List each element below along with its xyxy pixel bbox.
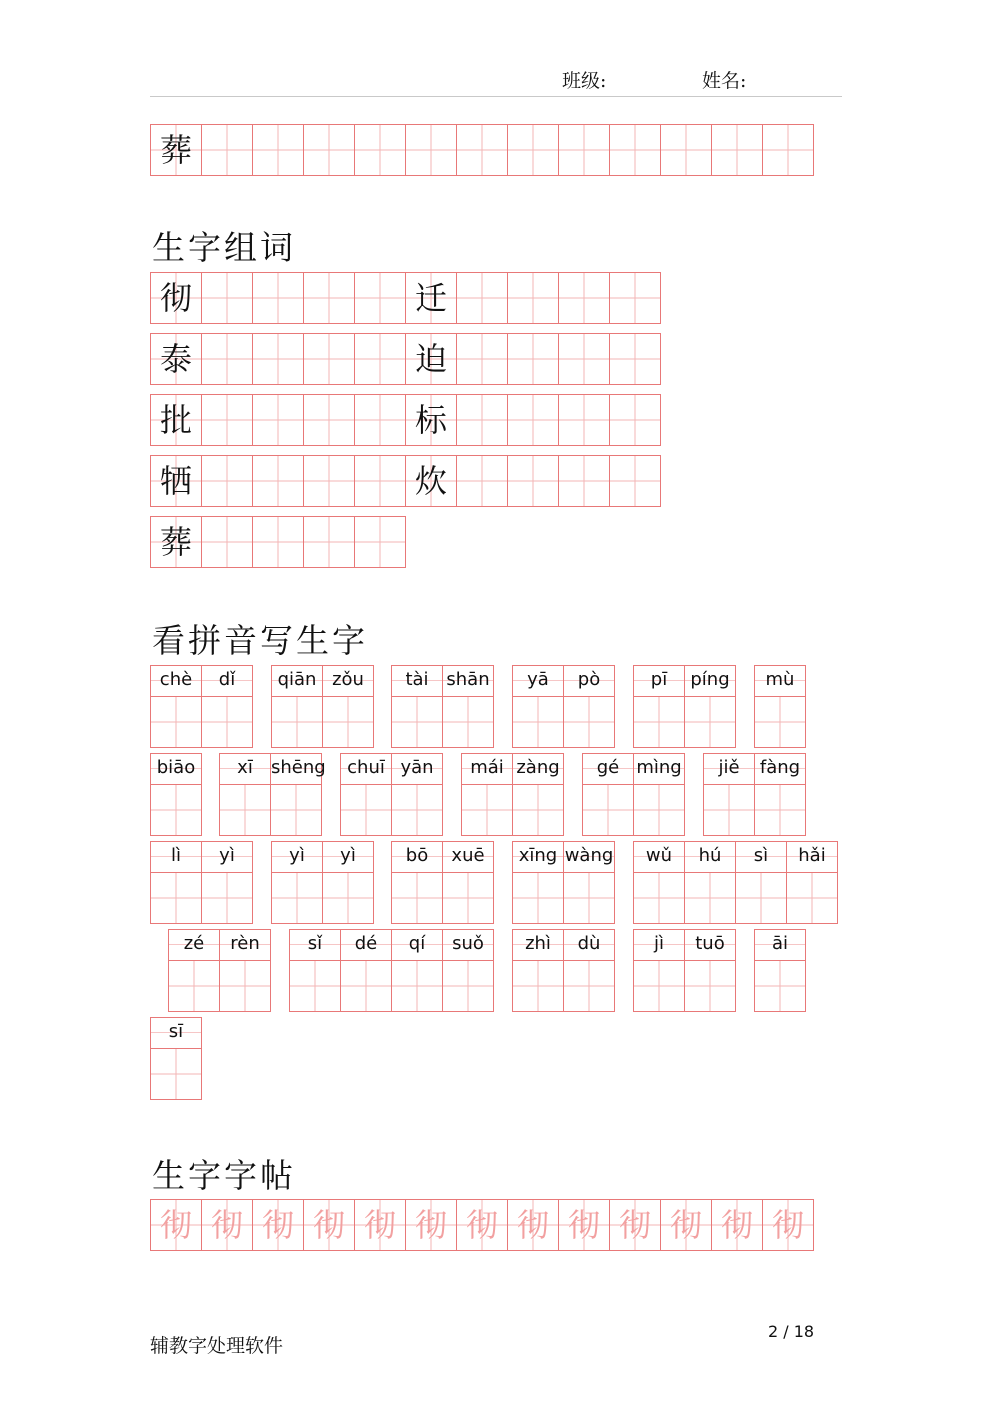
pinyin-label: wǔ	[633, 841, 685, 873]
word-cell	[405, 333, 457, 385]
word-cell	[354, 272, 406, 324]
pinyin-group	[289, 929, 391, 1012]
practice-cell	[150, 124, 202, 176]
section-title-copybook: 生字字帖	[152, 1156, 296, 1195]
practice-cell	[405, 124, 457, 176]
word-cell	[456, 455, 508, 507]
trace-char: 彻	[414, 1206, 447, 1244]
pinyin-group	[340, 753, 442, 836]
copybook-row	[150, 1199, 813, 1251]
word-cell	[252, 333, 304, 385]
word-cell	[354, 333, 406, 385]
practice-cell	[609, 124, 661, 176]
write-box[interactable]	[391, 784, 443, 836]
pinyin-label: shān	[442, 665, 494, 697]
pinyin-label: tuō	[684, 929, 736, 961]
pinyin-label: yān	[391, 753, 443, 785]
write-box[interactable]	[219, 784, 271, 836]
write-box[interactable]	[391, 872, 443, 924]
name-label: 姓名:	[702, 70, 747, 92]
pinyin-label: pò	[563, 665, 615, 697]
write-box[interactable]	[684, 696, 736, 748]
pinyin-label: rèn	[219, 929, 271, 961]
pinyin-label: mìng	[633, 753, 685, 785]
word-cell	[354, 455, 406, 507]
pinyin-group	[512, 841, 614, 924]
word-cell	[507, 394, 559, 446]
pinyin-group	[582, 753, 684, 836]
word-cell	[507, 272, 559, 324]
write-box[interactable]	[563, 872, 615, 924]
word-cell	[150, 394, 202, 446]
software-name: 辅教字处理软件	[150, 1335, 284, 1357]
pinyin-label: xuē	[442, 841, 494, 873]
trace-char: 彻	[261, 1206, 294, 1244]
word-row	[150, 394, 660, 446]
pinyin-group	[150, 1017, 201, 1100]
word-cell	[609, 394, 661, 446]
word-cell	[456, 272, 508, 324]
trace-char: 彻	[159, 1206, 192, 1244]
word-cell	[303, 455, 355, 507]
word-cell	[405, 272, 457, 324]
pinyin-group	[219, 753, 326, 836]
pinyin-label: lì	[150, 841, 202, 873]
copybook-cell	[303, 1199, 355, 1251]
word-cell	[252, 455, 304, 507]
word-cell	[405, 394, 457, 446]
pinyin-label: zàng	[512, 753, 564, 785]
section-title-pinyin: 看拼音写生字	[152, 621, 368, 660]
pinyin-group	[391, 841, 493, 924]
trace-char: 彻	[618, 1206, 651, 1244]
practice-cell	[660, 124, 712, 176]
word-cell	[303, 333, 355, 385]
word-char: 牺	[159, 462, 192, 500]
copybook-cell	[507, 1199, 559, 1251]
pinyin-group	[754, 665, 805, 748]
pinyin-label: jì	[633, 929, 685, 961]
write-box[interactable]	[754, 784, 806, 836]
word-cell	[609, 333, 661, 385]
pinyin-label: yā	[512, 665, 564, 697]
pinyin-group	[168, 929, 270, 1012]
top-practice-row	[150, 124, 813, 176]
word-cell	[558, 272, 610, 324]
word-cell	[609, 455, 661, 507]
practice-cell	[762, 124, 814, 176]
word-cell	[252, 516, 304, 568]
word-cell	[201, 516, 253, 568]
pinyin-group	[703, 753, 805, 836]
pinyin-group	[391, 665, 493, 748]
write-box[interactable]	[703, 784, 755, 836]
pinyin-group	[150, 665, 252, 748]
write-box[interactable]	[391, 696, 443, 748]
write-box[interactable]	[150, 1048, 202, 1100]
word-char: 彻	[159, 279, 192, 317]
word-cell	[558, 333, 610, 385]
word-char: 炊	[414, 462, 447, 500]
word-cell	[507, 333, 559, 385]
pinyin-label: hú	[684, 841, 736, 873]
word-cell	[252, 394, 304, 446]
write-box[interactable]	[563, 696, 615, 748]
trace-char: 彻	[567, 1206, 600, 1244]
word-cell	[303, 272, 355, 324]
word-cell	[507, 455, 559, 507]
pinyin-label: dǐ	[201, 665, 253, 697]
practice-cell	[456, 124, 508, 176]
write-box[interactable]	[322, 872, 374, 924]
practice-cell	[507, 124, 559, 176]
write-box[interactable]	[786, 872, 838, 924]
write-box[interactable]	[633, 784, 685, 836]
section-title-words: 生字组词	[152, 228, 296, 267]
pinyin-label: dù	[563, 929, 615, 961]
write-box[interactable]	[512, 696, 564, 748]
copybook-cell	[150, 1199, 202, 1251]
copybook-cell	[558, 1199, 610, 1251]
write-box[interactable]	[271, 696, 323, 748]
pinyin-label: hǎi	[786, 841, 838, 873]
write-box[interactable]	[684, 872, 736, 924]
word-cell	[150, 272, 202, 324]
pinyin-group	[633, 841, 837, 924]
pinyin-label: xīng	[512, 841, 564, 873]
copybook-cell	[456, 1199, 508, 1251]
pinyin-label: yì	[201, 841, 253, 873]
copybook-cell	[252, 1199, 304, 1251]
word-row	[150, 516, 405, 568]
pinyin-label: xī	[219, 753, 271, 785]
write-box[interactable]	[322, 696, 374, 748]
trace-char: 彻	[465, 1206, 498, 1244]
word-row	[150, 333, 660, 385]
pinyin-label: yì	[271, 841, 323, 873]
page-number: 2 / 18	[768, 1322, 815, 1341]
word-cell	[150, 455, 202, 507]
practice-cell	[303, 124, 355, 176]
word-cell	[150, 516, 202, 568]
pinyin-group	[512, 665, 614, 748]
pinyin-label: jiě	[703, 753, 755, 785]
copybook-cell	[201, 1199, 253, 1251]
word-cell	[354, 394, 406, 446]
pinyin-group	[512, 929, 614, 1012]
pinyin-group	[633, 929, 735, 1012]
write-box[interactable]	[633, 960, 685, 1012]
word-char: 葬	[159, 523, 192, 561]
write-box[interactable]	[684, 960, 736, 1012]
pinyin-label: āi	[754, 929, 806, 961]
word-cell	[456, 394, 508, 446]
write-box[interactable]	[442, 872, 494, 924]
pinyin-label: suǒ	[442, 929, 494, 961]
pinyin-label: biāo	[150, 753, 202, 785]
word-cell	[150, 333, 202, 385]
word-char: 批	[159, 401, 192, 439]
word-char: 迁	[414, 279, 447, 317]
word-cell	[201, 272, 253, 324]
word-cell	[303, 394, 355, 446]
trace-char: 彻	[312, 1206, 345, 1244]
write-box[interactable]	[150, 784, 202, 836]
practice-cell	[201, 124, 253, 176]
trace-char: 彻	[720, 1206, 753, 1244]
pinyin-label: qiān	[271, 665, 323, 697]
write-box[interactable]	[754, 696, 806, 748]
write-box[interactable]	[201, 872, 253, 924]
practice-cell	[558, 124, 610, 176]
pinyin-group	[150, 753, 201, 836]
trace-char: 彻	[210, 1206, 243, 1244]
word-cell	[201, 333, 253, 385]
copybook-cell	[609, 1199, 661, 1251]
pinyin-label: zǒu	[322, 665, 374, 697]
copybook-cell	[660, 1199, 712, 1251]
write-box[interactable]	[442, 696, 494, 748]
pinyin-label: dé	[340, 929, 392, 961]
write-box[interactable]	[289, 960, 341, 1012]
pinyin-group	[391, 929, 493, 1012]
pinyin-group	[633, 665, 735, 748]
write-box[interactable]	[735, 872, 787, 924]
pinyin-label: fàng	[754, 753, 806, 785]
pinyin-label: mái	[461, 753, 513, 785]
trace-char: 彻	[363, 1206, 396, 1244]
write-box[interactable]	[461, 784, 513, 836]
word-cell	[201, 455, 253, 507]
pinyin-label: wàng	[563, 841, 615, 873]
write-box[interactable]	[512, 960, 564, 1012]
word-cell	[609, 272, 661, 324]
write-box[interactable]	[270, 784, 322, 836]
write-box[interactable]	[271, 872, 323, 924]
write-box[interactable]	[340, 784, 392, 836]
pinyin-group	[150, 841, 252, 924]
word-row	[150, 272, 660, 324]
pinyin-label: sǐ	[289, 929, 341, 961]
class-label: 班级:	[562, 70, 607, 92]
trace-char: 彻	[516, 1206, 549, 1244]
write-box[interactable]	[150, 696, 202, 748]
pinyin-label: bō	[391, 841, 443, 873]
write-box[interactable]	[219, 960, 271, 1012]
pinyin-label: píng	[684, 665, 736, 697]
word-row	[150, 455, 660, 507]
pinyin-label: qí	[391, 929, 443, 961]
write-box[interactable]	[754, 960, 806, 1012]
word-char: 迫	[414, 340, 447, 378]
header-divider	[150, 96, 842, 97]
write-box[interactable]	[512, 872, 564, 924]
pinyin-label: pī	[633, 665, 685, 697]
write-box[interactable]	[512, 784, 564, 836]
copybook-cell	[711, 1199, 763, 1251]
word-cell	[558, 455, 610, 507]
pinyin-label: zé	[168, 929, 220, 961]
trace-char: 彻	[771, 1206, 804, 1244]
practice-cell	[354, 124, 406, 176]
pinyin-group	[461, 753, 563, 836]
word-cell	[252, 272, 304, 324]
practice-cell	[252, 124, 304, 176]
practice-cell	[711, 124, 763, 176]
write-box[interactable]	[150, 872, 202, 924]
pinyin-label: sì	[735, 841, 787, 873]
write-box[interactable]	[563, 960, 615, 1012]
write-box[interactable]	[582, 784, 634, 836]
pinyin-label: chuī	[340, 753, 392, 785]
word-cell	[201, 394, 253, 446]
write-box[interactable]	[340, 960, 392, 1012]
word-cell	[354, 516, 406, 568]
trace-char: 彻	[669, 1206, 702, 1244]
word-char: 标	[414, 401, 447, 439]
write-box[interactable]	[168, 960, 220, 1012]
pinyin-label: chè	[150, 665, 202, 697]
pinyin-label: zhì	[512, 929, 564, 961]
pinyin-group	[271, 841, 373, 924]
practice-char: 葬	[159, 131, 192, 169]
write-box[interactable]	[633, 696, 685, 748]
pinyin-group	[271, 665, 373, 748]
write-box[interactable]	[201, 696, 253, 748]
word-cell	[405, 455, 457, 507]
pinyin-label: shēng	[270, 753, 322, 785]
copybook-cell	[354, 1199, 406, 1251]
word-cell	[558, 394, 610, 446]
write-box[interactable]	[391, 960, 443, 1012]
word-cell	[303, 516, 355, 568]
copybook-cell	[762, 1199, 814, 1251]
pinyin-group	[754, 929, 805, 1012]
pinyin-label: gé	[582, 753, 634, 785]
pinyin-label: tài	[391, 665, 443, 697]
pinyin-label: yì	[322, 841, 374, 873]
write-box[interactable]	[442, 960, 494, 1012]
copybook-cell	[405, 1199, 457, 1251]
pinyin-label: mù	[754, 665, 806, 697]
word-cell	[456, 333, 508, 385]
word-char: 泰	[159, 340, 192, 378]
write-box[interactable]	[633, 872, 685, 924]
pinyin-label: sī	[150, 1017, 202, 1049]
